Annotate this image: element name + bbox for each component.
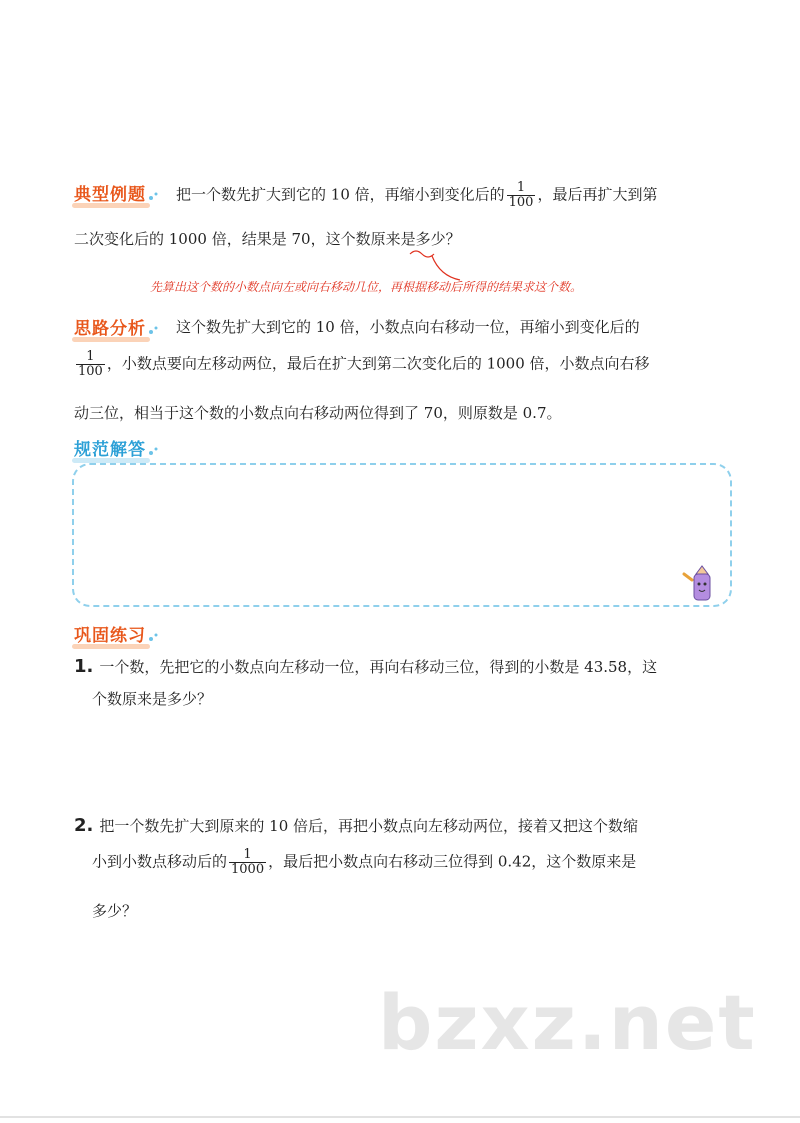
practice-tag-label: 巩固练习 <box>74 626 146 646</box>
question-2-line-2 <box>92 848 636 877</box>
example-line-2: 二次变化后的 1000 倍，结果是 70，这个数原来是多少？ <box>74 230 461 248</box>
question-1-line-2: 个数原来是多少？ <box>92 690 213 708</box>
bottom-divider <box>0 1116 800 1118</box>
answer-box[interactable] <box>72 463 732 607</box>
practice-tag <box>74 621 146 646</box>
question-2-text-3: ，最后把小数点向右移动三位得到 0.42，这个数原来是 <box>268 852 637 871</box>
sparkle-icon <box>148 191 158 201</box>
analysis-tag-label: 思路分析 <box>74 319 146 339</box>
example-note: 先算出这个数的小数点向左或向右移动几位，再根据移动后所得的结果求这个数。 <box>150 280 583 294</box>
example-text-2: ，最后再扩大到第 <box>537 185 658 204</box>
example-line-1 <box>176 181 657 210</box>
solution-tag <box>74 435 146 460</box>
question-1-line-1 <box>74 656 657 677</box>
analysis-tag <box>74 314 146 339</box>
analysis-line-3: 动三位，相当于这个数的小数点向右移动两位得到了 70，则原数是 0.7。 <box>74 404 562 422</box>
analysis-line-2 <box>74 350 650 379</box>
pencil-mascot-icon <box>680 564 720 604</box>
watermark: bzxz.net <box>378 978 757 1067</box>
example-fraction: $\frac{1}{100}$ <box>508 180 534 210</box>
question-2-number: 2. <box>74 815 94 836</box>
analysis-line-1: 这个数先扩大到它的 10 倍，小数点向右移动一位，再缩小到变化后的 <box>176 318 640 336</box>
analysis-fraction: $\frac{1}{100}$ <box>78 349 103 379</box>
question-1-text: 一个数，先把它的小数点向左移动一位，再向右移动三位，得到的小数是 43.58，这 <box>99 658 658 676</box>
example-text-1: 把一个数先扩大到它的 10 倍，再缩小到变化后的 <box>176 185 505 204</box>
sparkle-icon <box>148 446 158 456</box>
analysis-text-2: ，小数点要向左移动两位，最后在扩大到第二次变化后的 1000 倍，小数点向右移 <box>106 354 650 373</box>
example-tag-label: 典型例题 <box>74 185 146 205</box>
question-2-line-1 <box>74 815 638 836</box>
question-2-text: 把一个数先扩大到原来的 10 倍后，再把小数点向左移动两位，接着又把这个数缩 <box>99 817 639 835</box>
sparkle-icon <box>148 325 158 335</box>
question-2-fraction: $\frac{1}{1000}$ <box>231 847 265 877</box>
example-tag <box>74 180 146 205</box>
question-1-number: 1. <box>74 656 94 677</box>
solution-tag-label: 规范解答 <box>74 440 146 460</box>
question-2-text-2: 小到小数点移动后的 <box>92 852 228 871</box>
sparkle-icon <box>148 632 158 642</box>
question-2-line-3: 多少？ <box>92 902 138 920</box>
